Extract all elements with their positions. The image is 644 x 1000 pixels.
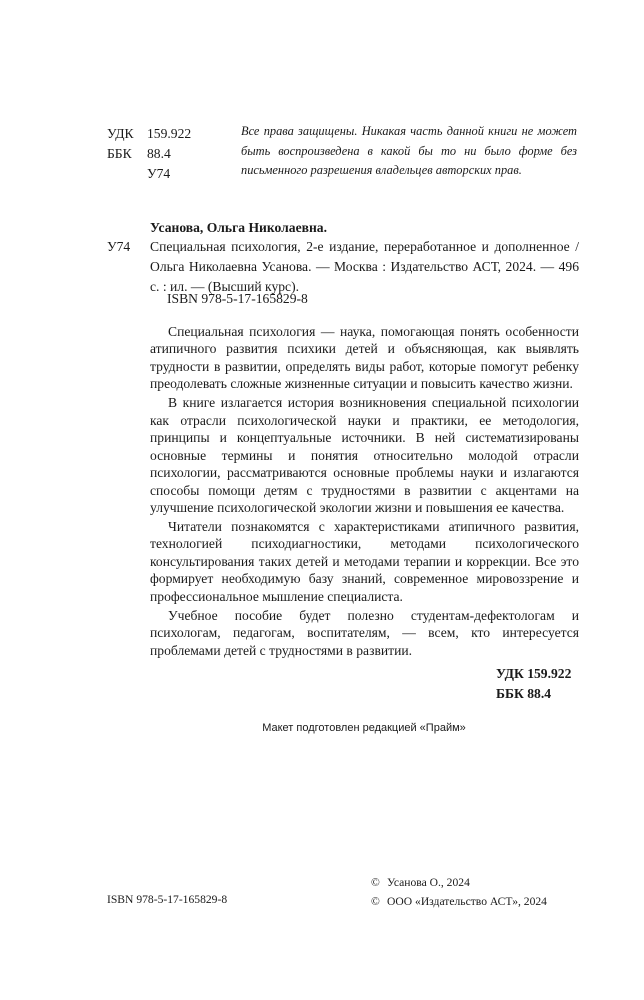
copyright-text: ООО «Издательство АСТ», 2024 <box>387 895 547 908</box>
isbn-line: ISBN 978-5-17-165829-8 <box>167 291 308 306</box>
rights-notice: Все права защищены. Никакая часть данной книги не может быть воспроизведена в какой бы то ни было форме без письменного разрешения владельцев авторских прав. <box>241 124 577 177</box>
copyright-icon: © <box>371 876 380 889</box>
copyright-text: Усанова О., 2024 <box>387 876 470 889</box>
bbk-summary: ББК 88.4 <box>496 685 552 701</box>
copyright-icon: © <box>371 895 380 908</box>
bibliographic-record: Специальная психология, 2-е издание, переработанное и дополненное / Ольга Николаевна Усанова. — Москва : Издательство АСТ, 2024. — 496 с. : ил. — (Высший курс). <box>150 239 579 294</box>
udk-value: 159.922 <box>147 126 192 141</box>
isbn-bottom: ISBN 978-5-17-165829-8 <box>107 893 228 906</box>
author-name: Усанова, Ольга Николаевна. <box>150 220 327 235</box>
bbk-row <box>107 144 191 164</box>
abstract-paragraph: Учебное пособие будет полезно студентам-дефектологам и психологам, педагогам, воспитателям, — всем, кто интересуется проблемами детей с трудностями в развитии. <box>150 607 579 658</box>
abstract-paragraph: В книге излагается история возникновения специальной психологии как отрасли психологической науки и практики, ее методология, принципы и концептуальные источники. В ней систематизированы основные термины и понятия относительно молодой отрасли психологии, рассматриваются основные проблемы науки и излагаются способы помощи детям с трудностями в развитии с акцентами на улучшение психологической экологии жизни и повышения ее качества. <box>150 395 579 516</box>
prepared-by-note <box>0 720 644 736</box>
cutter-code: У74 <box>147 166 171 181</box>
copyright-block <box>371 873 547 911</box>
classification-codes <box>107 124 191 184</box>
udk-label: УДК <box>107 126 134 141</box>
abstract <box>150 323 579 661</box>
udk-summary: УДК 159.922 <box>496 666 572 681</box>
cutter-row <box>107 164 191 184</box>
classification-codes-summary <box>496 664 571 703</box>
copyright-publisher <box>371 892 547 911</box>
prepared-by-text: Макет подготовлен редакцией «Прайм» <box>262 722 466 734</box>
udk-row <box>107 124 191 144</box>
abstract-paragraph: Специальная психология — наука, помогающая понять особенности атипичного развития психики детей и объясняющая, как выявлять трудности в развитии, определять виды работ, которые помогут ребенку преодолевать сложные жизненные ситуации и повысить качество жизни. <box>150 324 579 392</box>
bbk-value: 88.4 <box>147 146 171 161</box>
copyright-author <box>371 873 547 892</box>
bbk-label: ББК <box>107 146 132 161</box>
abstract-paragraph: Читатели познакомятся с характеристиками атипичного развития, технологией психодиагностики, методами психологического консультирования таких детей и методами терапии и коррекции. Все это формирует необходимую базу знаний, современное мировоззрение и профессиональное мышление специалиста. <box>150 518 579 604</box>
cutter-side-code: У74 <box>107 239 131 254</box>
